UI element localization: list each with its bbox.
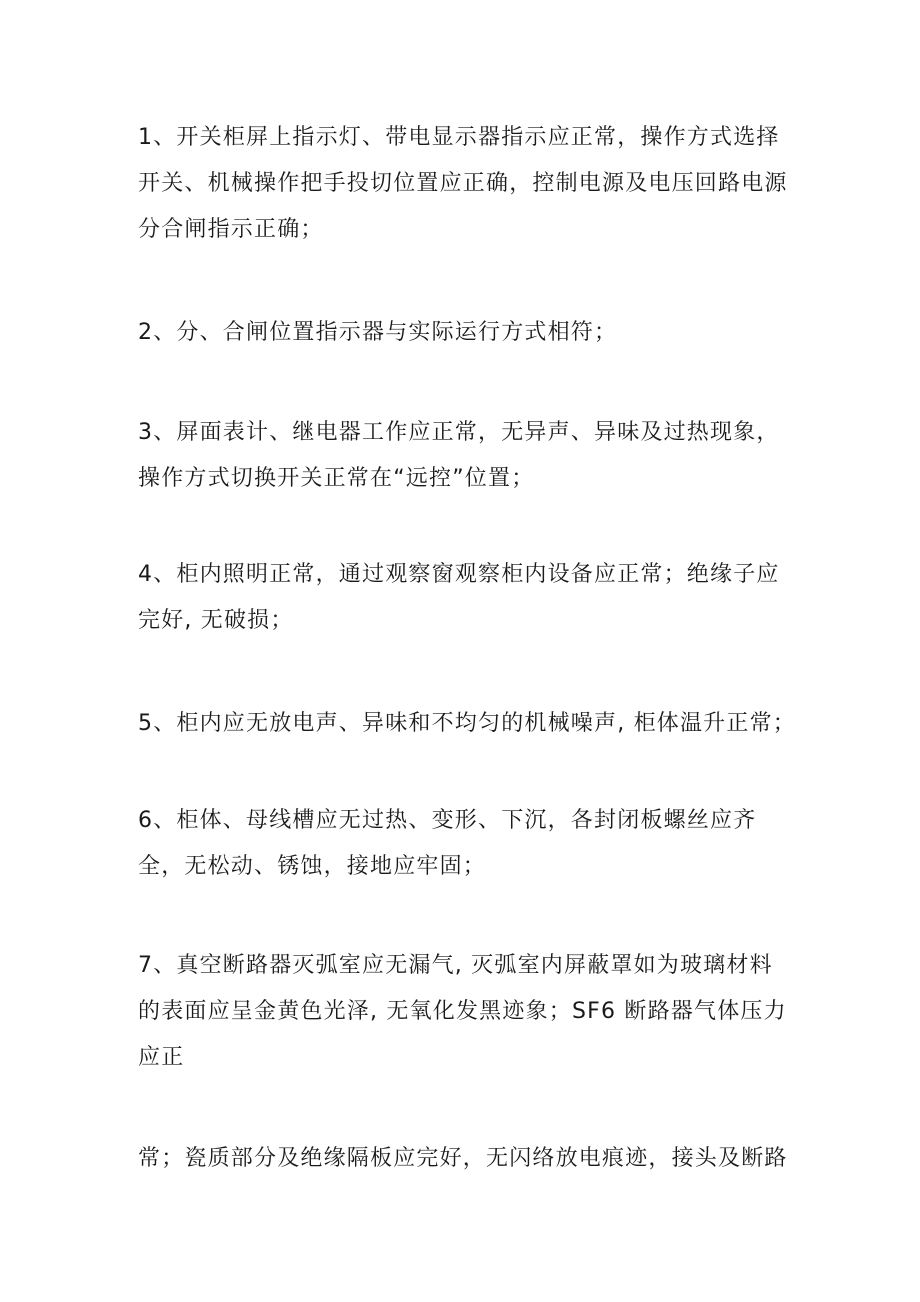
paragraph-line: 6、柜体、母线槽应无过热、变形、下沉，各封闭板螺丝应齐: [138, 808, 757, 833]
paragraph-8: [138, 1136, 798, 1182]
paragraph-6: [138, 798, 798, 890]
paragraph-1: [138, 115, 798, 253]
paragraph-line: 3、屏面表计、继电器工作应正常，无异声、异味及过热现象，: [138, 420, 780, 445]
paragraph-line: 开关、机械操作把手投切位置应正确，控制电源及电压回路电源: [138, 171, 788, 196]
paragraph-line: 操作方式切换开关正常在“远控”位置；: [138, 466, 535, 491]
paragraph-line: 完好, 无破损；: [138, 608, 294, 633]
paragraph-5: [138, 701, 798, 747]
paragraph-line: 分合闸指示正确；: [138, 217, 324, 242]
paragraph-line: 1、开关柜屏上指示灯、带电显示器指示应正常，操作方式选择: [138, 125, 780, 150]
paragraph-line: 2、分、合闸位置指示器与实际运行方式相符；: [138, 320, 618, 345]
paragraph-line: 的表面应呈金黄色光泽, 无氧化发黑迹象；SF6 断路器气体压力: [138, 999, 787, 1024]
paragraph-line: 5、柜内应无放电声、异味和不均匀的机械噪声, 柜体温升正常；: [138, 711, 796, 736]
paragraph-7: [138, 943, 798, 1081]
paragraph-3: [138, 410, 798, 502]
paragraph-line: 4、柜内照明正常，通过观察窗观察柜内设备应正常；绝缘子应: [138, 562, 780, 587]
paragraph-4: [138, 552, 798, 644]
paragraph-line: 全，无松动、锈蚀，接地应牢固；: [138, 854, 487, 879]
paragraph-line: 常；瓷质部分及绝缘隔板应完好，无闪络放电痕迹，接头及断路: [138, 1146, 788, 1171]
paragraph-line: 7、真空断路器灭弧室应无漏气, 灭弧室内屏蔽罩如为玻璃材料: [138, 953, 773, 978]
paragraph-2: [138, 310, 798, 356]
paragraph-line: 应正: [138, 1045, 185, 1070]
